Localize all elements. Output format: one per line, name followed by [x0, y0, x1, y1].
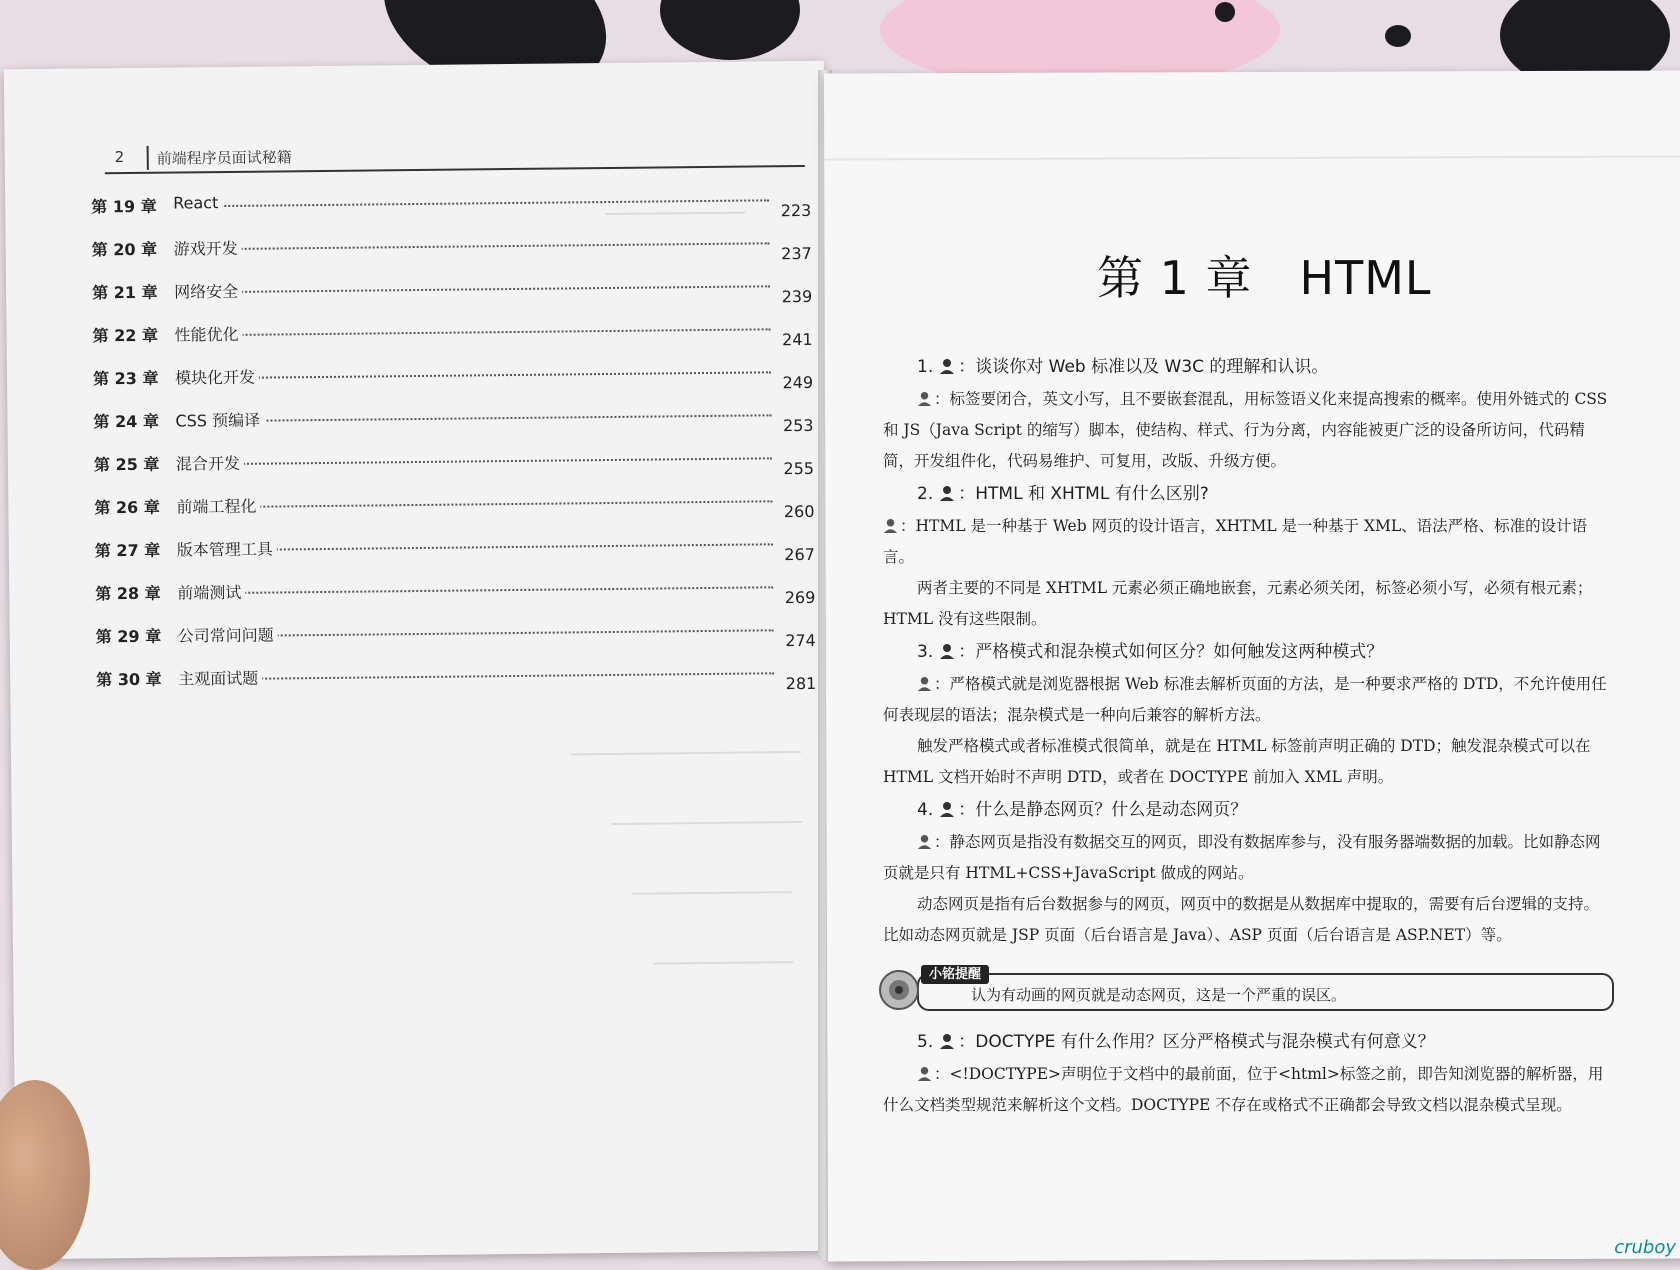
- toc-entry: [95, 527, 815, 578]
- toc-chapter: 第 19 章: [91, 196, 157, 217]
- toc-page: 267: [784, 544, 816, 565]
- toc-chapter: 第 29 章: [95, 626, 162, 647]
- show-through-mark: [653, 961, 793, 964]
- answer-text: HTML 是一种基于 Web 网页的设计语言，XHTML 是一种基于 XML、语法严格、标准的设计语言。: [883, 517, 1588, 566]
- answer-4: ：静态网页是指没有数据交互的网页，即没有数据库参与，没有服务器端数据的加载。比如静态网页就是只有 HTML+CSS+JavaScript 做成的网站。: [883, 833, 1601, 882]
- show-through-mark: [632, 891, 792, 895]
- question-1: 1. ：谈谈你对 Web 标准以及 W3C 的理解和认识。: [917, 357, 1329, 377]
- toc-chapter: 第 27 章: [94, 540, 161, 561]
- toc-page: 249: [782, 372, 814, 393]
- toc-entry: [92, 269, 812, 320]
- background-black-dot: [1385, 25, 1411, 47]
- toc-title: 性能优化: [174, 325, 242, 345]
- tip-box: [877, 967, 1608, 1015]
- question-number: 3.: [917, 642, 934, 662]
- question-text: 什么是静态网页？什么是动态网页？: [975, 800, 1248, 820]
- toc-page: 237: [781, 243, 812, 264]
- answer-3: ：严格模式就是浏览器根据 Web 标准去解析页面的方法，是一种要求严格的 DTD，不允许使用任何表现层的语法；混杂模式是一种向后兼容的解析方法。: [883, 675, 1607, 724]
- toc-title: 公司常问问题: [178, 625, 278, 645]
- toc-title: 版本管理工具: [177, 539, 277, 559]
- question-5: 5. ：DOCTYPE 有什么作用？区分严格模式与混杂模式有何意义？: [917, 1032, 1435, 1052]
- question-number: 1.: [917, 357, 934, 377]
- answer-text: 标签要闭合，英文小写，且不要嵌套混乱，用标签语义化来提高搜索的概率。使用外链式的 CSS 和 JS（Java Script 的缩写）脚本，使结构、样式、行为分离，内容能被更广泛的设备所访问，代码精简，开发组件化，代码易维护、可复用，改版、升级方便。: [883, 390, 1608, 470]
- question-2: 2. ：HTML 和 XHTML 有什么区别?: [917, 484, 1209, 504]
- answerer-icon: [917, 834, 932, 849]
- toc-page: 223: [780, 200, 812, 221]
- toc-title: 游戏开发: [174, 239, 242, 259]
- interviewer-icon: [939, 643, 955, 659]
- toc-page: 241: [782, 329, 813, 350]
- toc-entry: [96, 613, 816, 664]
- answer-3-extra: 触发严格模式或者标准模式很简单，就是在 HTML 标签前声明正确的 DTD；触发混杂模式可以在 HTML 文档开始时不声明 DTD，或者在 DOCTYPE 前加入 XML 声明。: [883, 737, 1591, 786]
- interviewer-icon: [939, 358, 955, 374]
- toc-page: 253: [782, 415, 814, 436]
- answer-2: ：HTML 是一种基于 Web 网页的设计语言，XHTML 是一种基于 XML、语法严格、标准的设计语言。: [883, 517, 1588, 566]
- toc-entry: [91, 183, 811, 234]
- toc-title: React: [173, 193, 222, 213]
- background-black-patch: [660, 0, 800, 60]
- answerer-icon: [917, 1066, 932, 1081]
- show-through-mark: [571, 751, 801, 755]
- toc-page: 274: [785, 630, 816, 651]
- answerer-icon: [917, 676, 932, 691]
- question-text: DOCTYPE 有什么作用？区分严格模式与混杂模式有何意义？: [975, 1032, 1435, 1052]
- interviewer-icon: [939, 801, 955, 817]
- toc-entry: [95, 570, 815, 621]
- toc-chapter: 第 25 章: [93, 454, 160, 475]
- toc-title: 模块化开发: [175, 368, 259, 388]
- answer-4-extra: 动态网页是指有后台数据参与的网页，网页中的数据是从数据库中提取的，需要有后台逻辑的支持。比如动态网页就是 JSP 页面（后台语言是 Java）、ASP 页面（后台语言是 ASP.NET）等。: [883, 895, 1600, 944]
- toc-entry: [93, 355, 813, 406]
- running-head: [105, 139, 805, 174]
- toc-chapter: 第 24 章: [93, 411, 160, 432]
- chapter-body: [883, 350, 1608, 1121]
- toc-chapter: 第 20 章: [91, 239, 158, 260]
- toc-entry: [92, 312, 812, 363]
- toc-title: 主观面试题: [178, 669, 262, 689]
- question-number: 4.: [917, 800, 934, 820]
- toc-entry: [93, 398, 813, 449]
- toc-chapter: 第 23 章: [92, 368, 159, 389]
- toc-chapter: 第 22 章: [92, 325, 159, 346]
- answer-text: <!DOCTYPE>声明位于文档中的最前面，位于<html>标签之前，即告知浏览器的解析器，用什么文档类型规范来解析这个文档。DOCTYPE 不存在或格式不正确都会导致文档以混杂模式呈现。: [883, 1065, 1604, 1114]
- question-number: 5.: [917, 1032, 934, 1052]
- tip-text: 认为有动画的网页就是动态网页，这是一个严重的误区。: [971, 986, 1347, 1004]
- show-through-mark: [612, 821, 802, 825]
- toc-title: 前端工程化: [176, 497, 260, 517]
- answerer-icon: [883, 518, 898, 533]
- toc-title: 混合开发: [176, 454, 244, 474]
- toc-entry: [94, 484, 814, 535]
- question-text: HTML 和 XHTML 有什么区别?: [975, 484, 1209, 504]
- page-number: 2: [114, 148, 125, 167]
- answer-2-extra: 两者主要的不同是 XHTML 元素必须正确地嵌套，元素必须关闭，标签必须小写，必须有根元素；HTML 没有这些限制。: [883, 579, 1593, 628]
- show-through-rule: [824, 156, 1680, 161]
- question-number: 2.: [917, 484, 934, 504]
- background-black-dot: [1215, 2, 1235, 22]
- answer-text: 静态网页是指没有数据交互的网页，即没有数据库参与，没有服务器端数据的加载。比如静态网页就是只有 HTML+CSS+JavaScript 做成的网站。: [883, 833, 1601, 882]
- watermark: cruboy: [1614, 1237, 1676, 1258]
- left-page: [4, 61, 836, 1260]
- interviewer-icon: [939, 1033, 955, 1049]
- toc-title: 前端测试: [177, 583, 245, 603]
- toc-entry: [92, 226, 812, 277]
- running-title: 前端程序员面试秘籍: [156, 148, 292, 168]
- toc-title: 网络安全: [174, 282, 242, 302]
- answer-1: ：标签要闭合，英文小写，且不要嵌套混乱，用标签语义化来提高搜索的概率。使用外链式的 CSS 和 JS（Java Script 的缩写）脚本，使结构、样式、行为分离，内容能被更广泛的设备所访问，代码精简，开发组件化，代码易维护、可复用，改版、升级方便。: [883, 390, 1608, 470]
- toc-page: 269: [784, 587, 816, 608]
- chapter-title: 第 1 章 HTML: [1097, 251, 1432, 305]
- toc-page: 255: [783, 458, 815, 479]
- answerer-icon: [917, 391, 932, 406]
- toc-chapter: 第 30 章: [96, 669, 162, 690]
- question-text: 严格模式和混杂模式如何区分？如何触发这两种模式？: [975, 642, 1384, 662]
- toc-entry: [96, 656, 816, 707]
- tip-label: 小铭提醒: [921, 965, 989, 984]
- running-head-divider: [147, 146, 149, 170]
- toc-page: 281: [785, 673, 817, 694]
- interviewer-icon: [939, 485, 955, 501]
- answer-text: 严格模式就是浏览器根据 Web 标准去解析页面的方法，是一种要求严格的 DTD，不允许使用任何表现层的语法；混杂模式是一种向后兼容的解析方法。: [883, 675, 1607, 724]
- question-text: 谈谈你对 Web 标准以及 W3C 的理解和认识。: [975, 357, 1329, 377]
- answer-5: ：<!DOCTYPE>声明位于文档中的最前面，位于<html>标签之前，即告知浏览器的解析器，用什么文档类型规范来解析这个文档。DOCTYPE 不存在或格式不正确都会导致文档以混杂模式呈现。: [883, 1065, 1604, 1114]
- speaker-icon: [877, 967, 921, 1013]
- toc-chapter: 第 26 章: [94, 497, 160, 518]
- toc-chapter: 第 28 章: [95, 583, 161, 604]
- question-3: 3. ：严格模式和混杂模式如何区分？如何触发这两种模式？: [917, 642, 1384, 662]
- toc-entry: [94, 441, 814, 492]
- toc-chapter: 第 21 章: [92, 282, 158, 303]
- toc-title: CSS 预编译: [175, 411, 264, 431]
- question-4: 4. ：什么是静态网页？什么是动态网页？: [917, 800, 1248, 820]
- toc-page: 260: [783, 501, 815, 522]
- toc-page: 239: [781, 286, 813, 307]
- table-of-contents: [91, 183, 816, 707]
